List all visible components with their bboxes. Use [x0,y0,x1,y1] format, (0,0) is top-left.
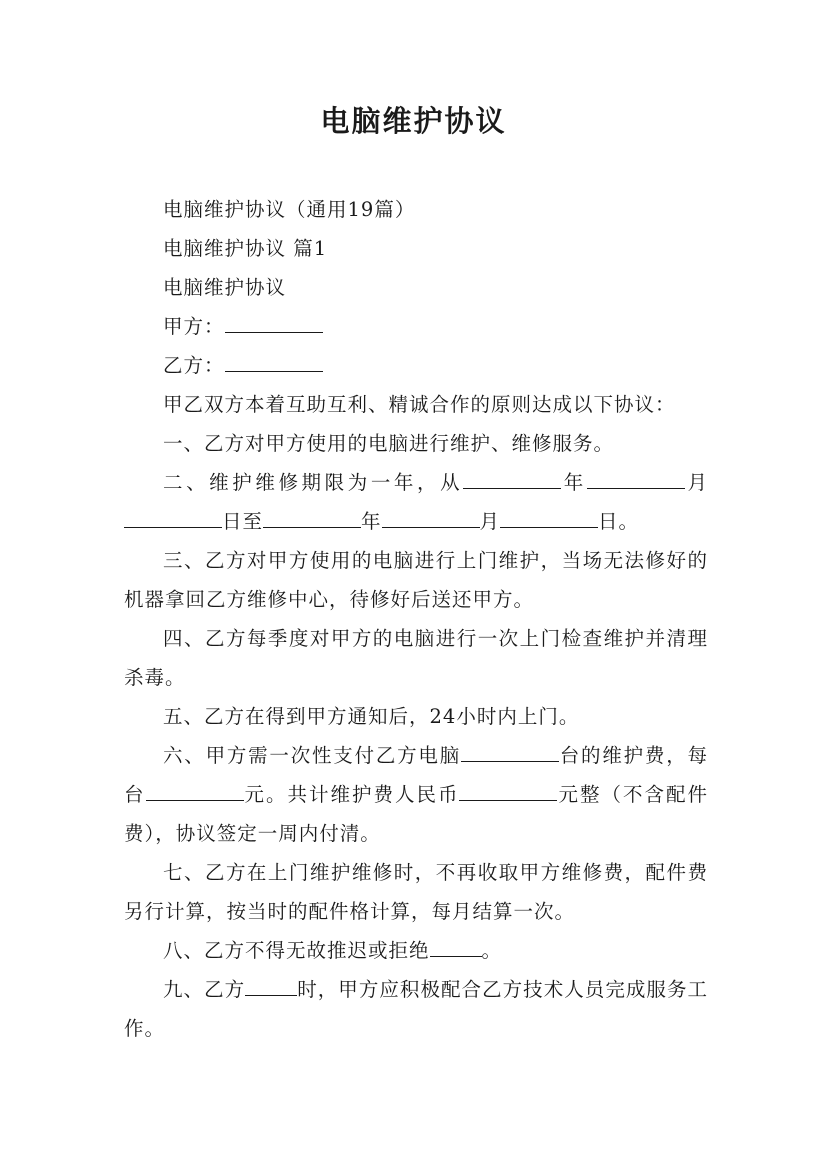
clause-6-tail: 元整（不含配件费），协议签定一周内付清。 [124,783,708,845]
clause-9-tail: 时，甲方应积极配合乙方技术人员完成服务工作。 [124,978,708,1040]
party-a-label: 甲方： [163,315,225,338]
clause-6-total-label: 元。共计维护费人民币 [243,783,460,806]
total-fee-blank [459,775,557,801]
clause-9-text: 九、乙方 [163,978,246,1001]
document-body [124,190,708,1048]
intro-paragraph: 甲乙双方本着互助互利、精诚合作的原则达成以下协议： [163,393,676,416]
clause-2-day-to-label: 日至 [222,510,264,533]
start-year-blank [463,463,561,489]
clause-4: 四、乙方每季度对甲方的电脑进行一次上门检查维护并清理杀毒。 [124,627,708,689]
end-day-blank [500,502,598,528]
clause-6 [124,736,708,853]
clause-2-end-day-label: 日。 [598,510,640,533]
party-b-line [124,346,708,385]
party-a-blank [225,307,323,333]
party-b-label: 乙方： [163,354,225,377]
clause-2 [124,463,708,541]
party-b-blank [225,346,323,372]
clause-6-text: 六、甲方需一次性支付乙方电脑 [163,744,461,767]
clause-1: 一、乙方对甲方使用的电脑进行维护、维修服务。 [163,432,615,455]
clause-8-text: 八、乙方不得无故推迟或拒绝 [163,939,430,962]
collection-title: 电脑维护协议（通用19篇） [163,198,416,221]
clause-3: 三、乙方对甲方使用的电脑进行上门维护，当场无法修好的机器拿回乙方维修中心，待修好后送还甲方。 [124,549,708,611]
clause-7: 七、乙方在上门维护维修时，不再收取甲方维修费，配件费另行计算，按当时的配件格计算，每月结算一次。 [124,861,708,923]
document-title: 电脑维护协议 [320,104,507,138]
end-year-blank [263,502,361,528]
clause-2-month-label: 月 [684,471,708,494]
clause-2-year-label: 年 [561,471,587,494]
clause-8 [124,931,708,970]
article-heading: 电脑维护协议 篇1 [163,237,328,260]
start-month-blank [587,463,685,489]
per-unit-fee-blank [146,775,244,801]
computer-count-blank [461,736,559,762]
clause-5: 五、乙方在得到甲方通知后，24小时内上门。 [163,705,580,728]
clause-8-tail: 。 [481,939,503,962]
clause-9 [124,970,708,1048]
clause-2-text: 二、维护维修期限为一年，从 [163,471,464,494]
end-month-blank [382,502,480,528]
clause-8-blank [430,931,482,957]
clause-2-end-month-label: 月 [479,510,501,533]
clause-6-per-unit-label: 台的维护费，每台 [124,744,708,806]
start-day-blank [124,502,222,528]
contract-title: 电脑维护协议 [163,276,287,299]
clause-2-end-year-label: 年 [361,510,382,533]
clause-9-blank [245,970,297,996]
party-a-line [124,307,708,346]
